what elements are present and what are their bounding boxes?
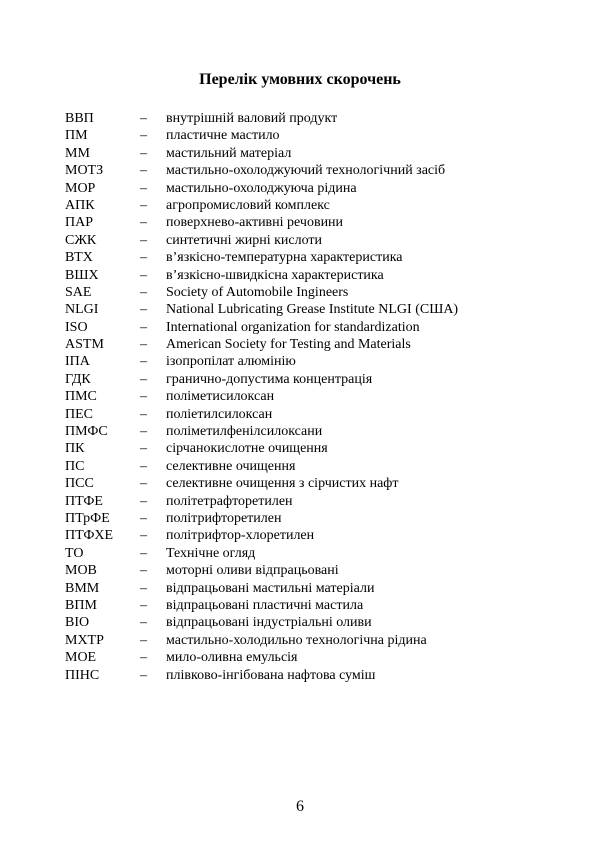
abbreviation-row	[0, 371, 600, 388]
abbreviation-dash: –	[140, 667, 147, 683]
abbreviation-row	[0, 493, 600, 510]
abbreviation-dash: –	[140, 424, 147, 440]
abbreviation-meaning: відпрацьовані мастильні матеріали	[166, 580, 375, 596]
page-title: Перелік умовних скорочень	[199, 71, 401, 88]
abbreviation-meaning: National Lubricating Grease Institute NLGI (США)	[166, 302, 459, 318]
abbreviation-dash: –	[140, 615, 147, 631]
abbreviation-dash: –	[140, 145, 147, 161]
abbreviation-dash: –	[140, 128, 147, 144]
abbreviation-dash: –	[140, 354, 147, 370]
abbreviation-code: ВММ	[65, 580, 100, 596]
abbreviation-row	[0, 597, 600, 614]
abbreviation-meaning: гранично-допустима концентрація	[166, 371, 373, 387]
abbreviation-row	[0, 527, 600, 544]
abbreviation-dash: –	[140, 319, 147, 335]
abbreviation-meaning: політетрафторетилен	[166, 493, 293, 509]
abbreviation-dash: –	[140, 371, 147, 387]
abbreviation-row	[0, 232, 600, 249]
abbreviation-meaning: відпрацьовані пластичні мастила	[166, 597, 364, 613]
abbreviation-row	[0, 145, 600, 162]
abbreviation-code: ПМС	[65, 389, 97, 405]
abbreviation-code: АПК	[65, 197, 95, 213]
abbreviation-row	[0, 162, 600, 179]
abbreviation-row	[0, 562, 600, 579]
abbreviation-code: ПСС	[65, 476, 94, 492]
abbreviation-dash: –	[140, 545, 147, 561]
abbreviation-dash: –	[140, 180, 147, 196]
abbreviation-code: ПІНС	[65, 667, 100, 683]
abbreviation-meaning: політрифторетилен	[166, 510, 282, 526]
abbreviation-meaning: селективне очищення	[166, 458, 296, 474]
abbreviation-code: ПС	[65, 458, 85, 474]
abbreviation-dash: –	[140, 476, 147, 492]
abbreviation-row	[0, 458, 600, 475]
page-number: 6	[296, 798, 304, 815]
abbreviation-meaning: ізопропілат алюмінію	[166, 354, 296, 370]
abbreviation-meaning: поверхнево-активні речовини	[166, 215, 344, 231]
abbreviation-meaning: в’язкісно-швидкісна характеристика	[166, 267, 384, 283]
abbreviation-meaning: International organization for standardization	[166, 319, 420, 335]
abbreviation-meaning: відпрацьовані індустріальні оливи	[166, 615, 372, 631]
abbreviation-dash: –	[140, 389, 147, 405]
abbreviation-row	[0, 580, 600, 597]
abbreviation-dash: –	[140, 580, 147, 596]
abbreviation-code: ВШХ	[65, 267, 99, 283]
abbreviation-meaning: сірчанокислотне очищення	[166, 441, 328, 457]
abbreviation-dash: –	[140, 510, 147, 526]
abbreviation-dash: –	[140, 632, 147, 648]
abbreviation-meaning: моторні оливи відпрацьовані	[166, 563, 339, 579]
abbreviation-code: SAE	[65, 284, 92, 300]
abbreviation-dash: –	[140, 232, 147, 248]
abbreviation-dash: –	[140, 284, 147, 300]
abbreviation-list	[0, 110, 600, 684]
abbreviation-meaning: мастильно-охолоджуюча рідина	[166, 180, 357, 196]
abbreviation-meaning: синтетичні жирні кислоти	[166, 232, 323, 248]
abbreviation-row	[0, 614, 600, 631]
abbreviation-dash: –	[140, 528, 147, 544]
abbreviation-row	[0, 197, 600, 214]
abbreviation-row	[0, 319, 600, 336]
abbreviation-dash: –	[140, 250, 147, 266]
abbreviation-code: ВПМ	[65, 597, 97, 613]
abbreviation-meaning: American Society for Testing and Materials	[166, 337, 411, 353]
abbreviation-code: ПАР	[65, 215, 94, 231]
abbreviation-dash: –	[140, 197, 147, 213]
abbreviation-row	[0, 214, 600, 231]
abbreviation-dash: –	[140, 493, 147, 509]
abbreviation-code: МОТЗ	[65, 163, 104, 179]
abbreviation-row	[0, 267, 600, 284]
abbreviation-meaning: поліетилсилоксан	[166, 406, 273, 422]
abbreviation-code: ВТХ	[65, 250, 93, 266]
abbreviation-row	[0, 406, 600, 423]
abbreviation-row	[0, 649, 600, 666]
abbreviation-code: ПТФЕ	[65, 493, 103, 509]
abbreviation-code: ГДК	[65, 371, 91, 387]
abbreviation-dash: –	[140, 597, 147, 613]
abbreviation-code: ПМФС	[65, 424, 108, 440]
abbreviation-dash: –	[140, 337, 147, 353]
abbreviation-row	[0, 180, 600, 197]
abbreviation-row	[0, 510, 600, 527]
abbreviation-code: СЖК	[65, 232, 97, 248]
abbreviation-code: ASTM	[65, 337, 104, 353]
abbreviation-code: ТО	[65, 545, 84, 561]
abbreviation-row	[0, 336, 600, 353]
abbreviation-code: NLGI	[65, 302, 99, 318]
abbreviation-row	[0, 301, 600, 318]
abbreviation-meaning: мастильно-охолоджуючий технологічний засіб	[166, 163, 446, 179]
abbreviation-code: ІПА	[65, 354, 90, 370]
abbreviation-meaning: селективне очищення з сірчистих нафт	[166, 476, 399, 492]
abbreviation-code: МОР	[65, 180, 96, 196]
abbreviation-meaning: поліметисилоксан	[166, 389, 275, 405]
abbreviation-meaning: внутрішній валовий продукт	[166, 111, 338, 126]
abbreviation-code: ВВП	[65, 111, 94, 126]
abbreviation-dash: –	[140, 458, 147, 474]
abbreviation-dash: –	[140, 267, 147, 283]
abbreviation-row	[0, 545, 600, 562]
abbreviation-dash: –	[140, 111, 147, 126]
abbreviation-row	[0, 423, 600, 440]
abbreviation-meaning: агропромисловий комплекс	[166, 197, 330, 213]
abbreviation-dash: –	[140, 406, 147, 422]
abbreviation-dash: –	[140, 302, 147, 318]
abbreviation-code: МОВ	[65, 563, 97, 579]
abbreviation-meaning: мастильний матеріал	[166, 145, 292, 161]
abbreviation-meaning: плівково-інгібована нафтова суміш	[166, 667, 376, 683]
abbreviation-dash: –	[140, 163, 147, 179]
abbreviation-code: ISO	[65, 319, 88, 335]
abbreviation-dash: –	[140, 563, 147, 579]
abbreviation-row	[0, 249, 600, 266]
abbreviation-code: ПТрФЕ	[65, 510, 110, 526]
abbreviation-meaning: в’язкісно-температурна характеристика	[166, 250, 403, 266]
abbreviation-row	[0, 284, 600, 301]
abbreviation-dash: –	[140, 650, 147, 666]
abbreviation-meaning: мастильно-холодильно технологічна рідина	[166, 632, 427, 648]
abbreviation-row	[0, 667, 600, 684]
abbreviation-row	[0, 127, 600, 144]
abbreviation-code: ВІО	[65, 615, 90, 631]
abbreviation-meaning: Society of Automobile Ingineers	[166, 284, 349, 300]
abbreviation-meaning: політрифтор-хлоретилен	[166, 528, 315, 544]
abbreviation-code: ПЕС	[65, 406, 93, 422]
abbreviation-code: ММ	[65, 145, 90, 161]
abbreviation-row	[0, 632, 600, 649]
abbreviation-row	[0, 440, 600, 457]
abbreviation-dash: –	[140, 441, 147, 457]
abbreviation-row	[0, 388, 600, 405]
abbreviation-row	[0, 353, 600, 370]
abbreviation-meaning: мило-оливна емульсія	[166, 650, 298, 666]
abbreviation-code: ПМ	[65, 128, 88, 144]
abbreviation-row	[0, 110, 600, 127]
abbreviation-meaning: поліметилфенілсилоксани	[166, 424, 323, 440]
abbreviation-code: МХТР	[65, 632, 104, 648]
abbreviation-code: МОЕ	[65, 650, 97, 666]
abbreviation-dash: –	[140, 215, 147, 231]
abbreviation-meaning: пластичне мастило	[166, 128, 280, 144]
abbreviation-meaning: Технічне огляд	[166, 545, 256, 561]
abbreviation-row	[0, 475, 600, 492]
abbreviation-code: ПТФХЕ	[65, 528, 114, 544]
abbreviation-code: ПК	[65, 441, 85, 457]
